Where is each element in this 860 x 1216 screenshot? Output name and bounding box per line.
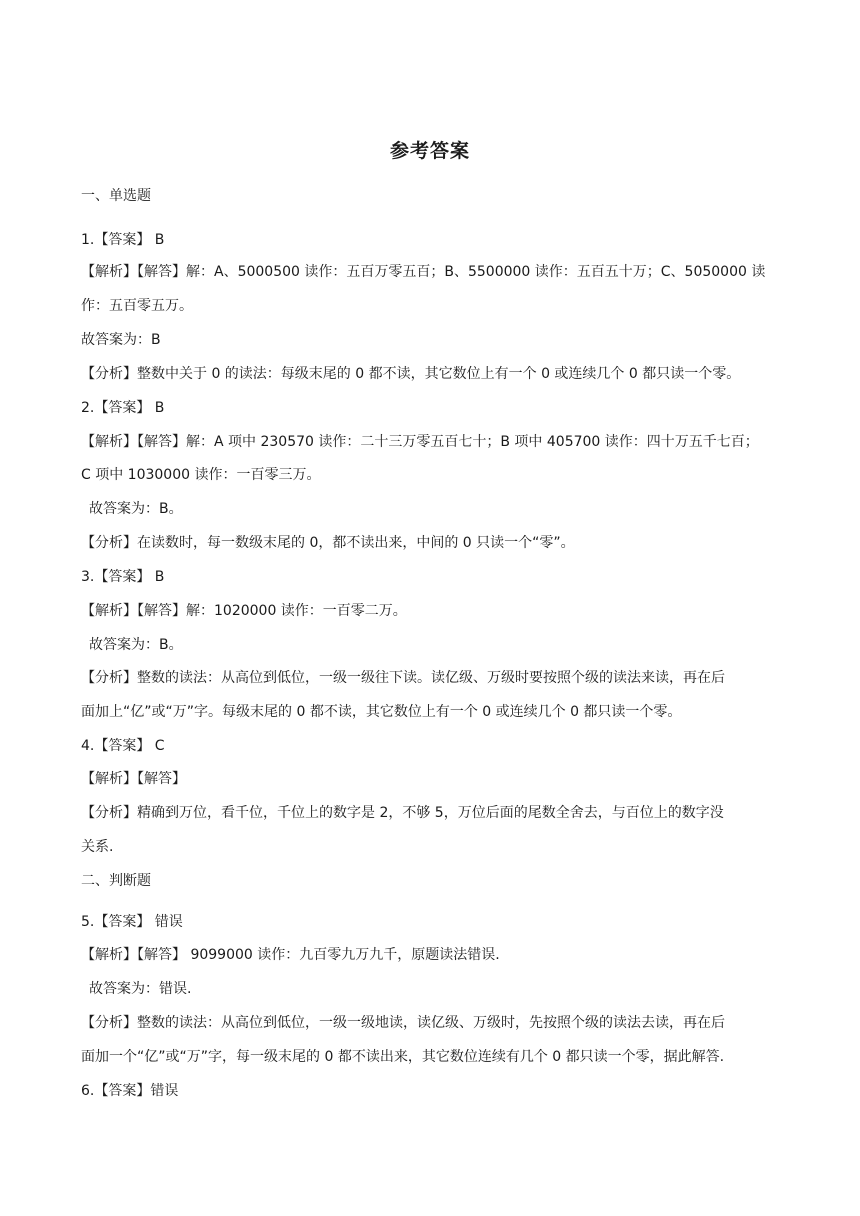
q5-answer: 5.【答案】 错误 bbox=[81, 914, 183, 930]
q5-result: 故答案为：错误. bbox=[89, 981, 192, 997]
q1-analysis-line-2: 作：五百零五万。 bbox=[81, 298, 193, 314]
section-heading-single-choice: 一、单选题 bbox=[81, 188, 151, 204]
q4-note-line-1: 【分析】精确到万位，看千位，千位上的数字是 2，不够 5，万位后面的尾数全舍去，与百位上的数字没 bbox=[81, 805, 724, 821]
q1-note: 【分析】整数中关于 0 的读法：每级末尾的 0 都不读，其它数位上有一个 0 或连续几个 0 都只读一个零。 bbox=[81, 366, 741, 382]
q4-note-line-2: 关系. bbox=[81, 839, 114, 855]
q4-analysis-line-1: 【解析】【解答】 bbox=[81, 771, 186, 787]
q1-result: 故答案为：B bbox=[81, 332, 161, 348]
q3-result: 故答案为：B。 bbox=[89, 637, 183, 653]
q6-answer: 6.【答案】错误 bbox=[81, 1083, 179, 1099]
q1-answer: 1.【答案】 B bbox=[81, 232, 165, 248]
q2-answer: 2.【答案】 B bbox=[81, 400, 165, 416]
q3-analysis-line-1: 【解析】【解答】解：1020000 读作：一百零二万。 bbox=[81, 603, 407, 619]
q3-note-line-1: 【分析】整数的读法：从高位到低位，一级一级往下读。读亿级、万级时要按照个级的读法来读，再在后 bbox=[81, 670, 725, 686]
q3-answer: 3.【答案】 B bbox=[81, 569, 165, 585]
q3-note-line-2: 面加上“亿”或“万”字。每级末尾的 0 都不读，其它数位上有一个 0 或连续几个 0 都只读一个零。 bbox=[81, 704, 682, 720]
q1-analysis-line-1: 【解析】【解答】解：A、5000500 读作：五百万零五百；B、5500000 读作：五百五十万；C、5050000 读 bbox=[81, 264, 766, 280]
q2-analysis-line-1: 【解析】【解答】解：A 项中 230570 读作：二十三万零五百七十；B 项中 405700 读作：四十万五千七百； bbox=[81, 434, 759, 450]
q5-analysis-line-1: 【解析】【解答】 9099000 读作：九百零九万九千，原题读法错误. bbox=[81, 947, 500, 963]
q2-analysis-line-2: C 项中 1030000 读作：一百零三万。 bbox=[81, 467, 321, 483]
q4-answer: 4.【答案】 C bbox=[81, 738, 165, 754]
page-title: 参考答案 bbox=[389, 140, 470, 162]
q5-note-line-2: 面加一个“亿”或“万”字，每一级末尾的 0 都不读出来，其它数位连续有几个 0 都只读一个零，据此解答. bbox=[81, 1049, 725, 1065]
section-heading-true-false: 二、判断题 bbox=[81, 873, 151, 889]
q5-note-line-1: 【分析】整数的读法：从高位到低位，一级一级地读，读亿级、万级时，先按照个级的读法去读，再在后 bbox=[81, 1015, 725, 1031]
q2-result: 故答案为：B。 bbox=[89, 501, 183, 517]
q2-note: 【分析】在读数时，每一数级末尾的 0，都不读出来，中间的 0 只读一个“零”。 bbox=[81, 535, 575, 551]
